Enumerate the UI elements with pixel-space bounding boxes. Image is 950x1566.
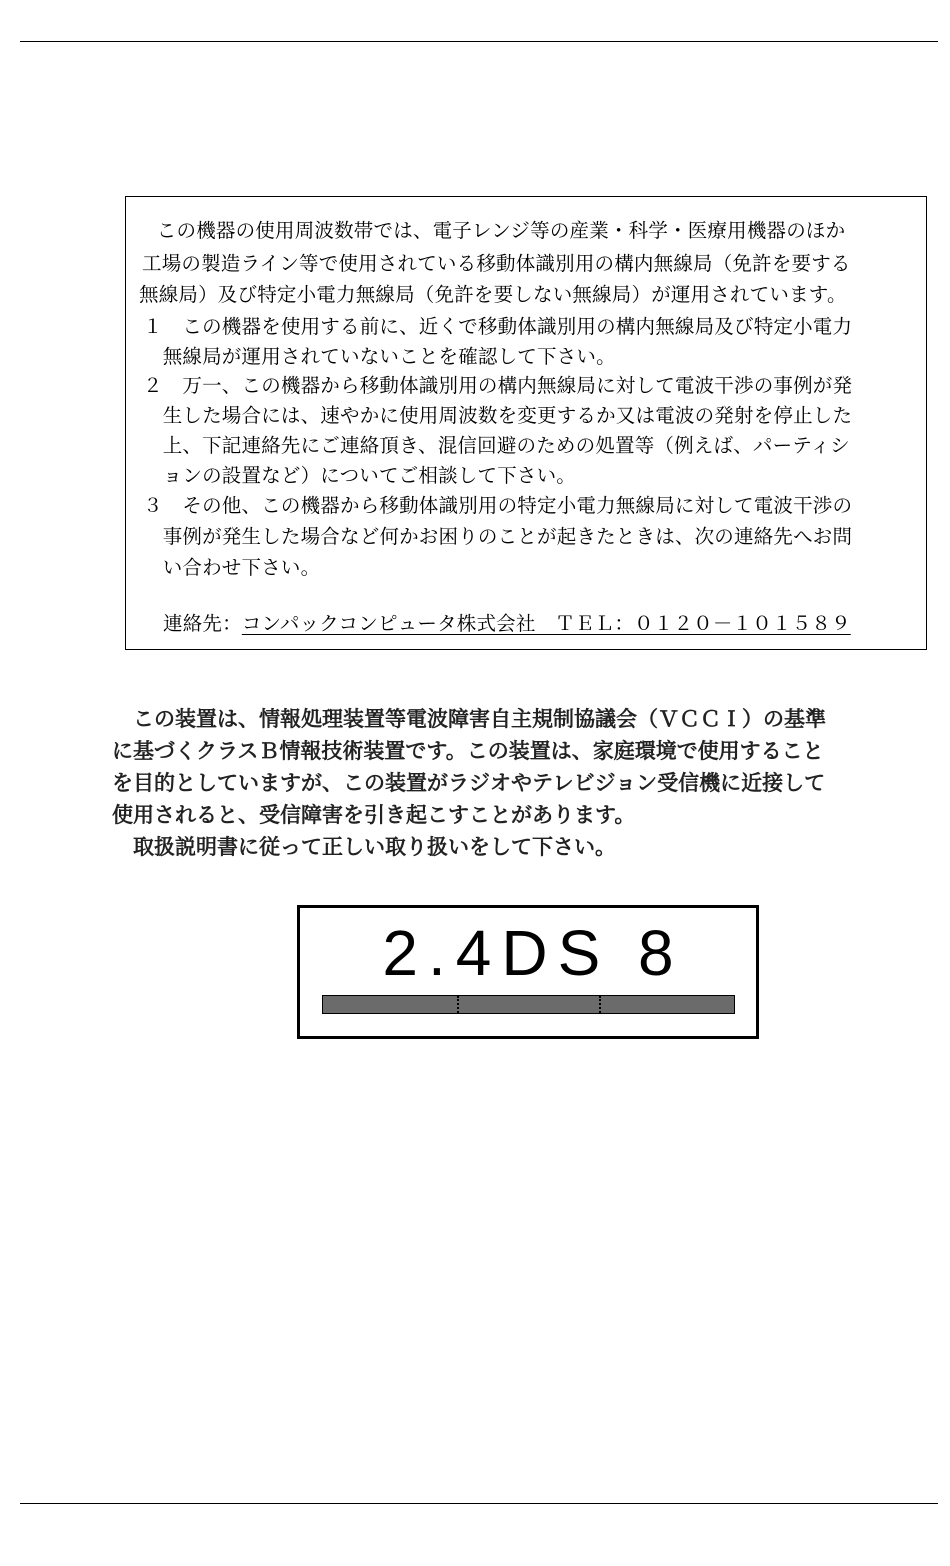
band-divider: [457, 996, 459, 1013]
notice-line: １ この機器を使用する前に、近くで移動体識別用の構内無線局及び特定小電力: [143, 315, 853, 338]
notice-line: 工場の製造ライン等で使用されている移動体識別用の構内無線局（免許を要する: [142, 252, 851, 275]
notice-line: 無線局）及び特定小電力無線局（免許を要しない無線局）が運用されています。: [139, 283, 847, 306]
vcci-line: 使用されると、受信障害を引き起こすことがあります。: [112, 802, 636, 827]
notice-line: 事例が発生した場合など何かお困りのことが起きたときは、次の連絡先へお問: [143, 525, 853, 548]
notice-line: ョンの設置など）についてご相談して下さい。: [143, 464, 577, 487]
contact-value: コンパックコンピュータ株式会社 ＴＥＬ：０１２０－１０１５８９: [241, 612, 851, 635]
notice-line: 無線局が運用されていないことを確認して下さい。: [143, 345, 616, 368]
vcci-line: この装置は、情報処理装置等電波障害自主規制協議会（ＶＣＣＩ）の基準: [112, 706, 826, 731]
top-rule: [20, 41, 938, 42]
bottom-rule: [20, 1503, 938, 1504]
frequency-label: [297, 905, 759, 1039]
notice-line: 生した場合には、速やかに使用周波数を変更するか又は電波の発射を停止した: [143, 404, 853, 427]
frequency-code: 2.4DS 8: [382, 917, 684, 989]
radio-interference-notice: [125, 196, 927, 650]
frequency-band-bar: [322, 995, 735, 1014]
notice-line: ３ その他、この機器から移動体識別用の特定小電力無線局に対して電波干渉の: [143, 494, 853, 517]
notice-line: 上、下記連絡先にご連絡頂き、混信回避のための処置等（例えば、パーティシ: [143, 434, 850, 457]
contact-label: 連絡先：: [163, 612, 242, 635]
vcci-line: を目的としていますが、この装置がラジオやテレビジョン受信機に近接して: [112, 770, 826, 795]
contact-line: [163, 609, 851, 640]
vcci-line: 取扱説明書に従って正しい取り扱いをして下さい。: [112, 834, 616, 859]
notice-line: い合わせ下さい。: [143, 556, 321, 579]
vcci-line: に基づくクラスＢ情報技術装置です。この装置は、家庭環境で使用すること: [112, 738, 824, 763]
notice-line: この機器の使用周波数帯では、電子レンジ等の産業・科学・医療用機器のほか: [144, 219, 846, 242]
notice-line: ２ 万一、この機器から移動体識別用の構内無線局に対して電波干渉の事例が発: [143, 374, 853, 397]
band-divider: [599, 996, 601, 1013]
